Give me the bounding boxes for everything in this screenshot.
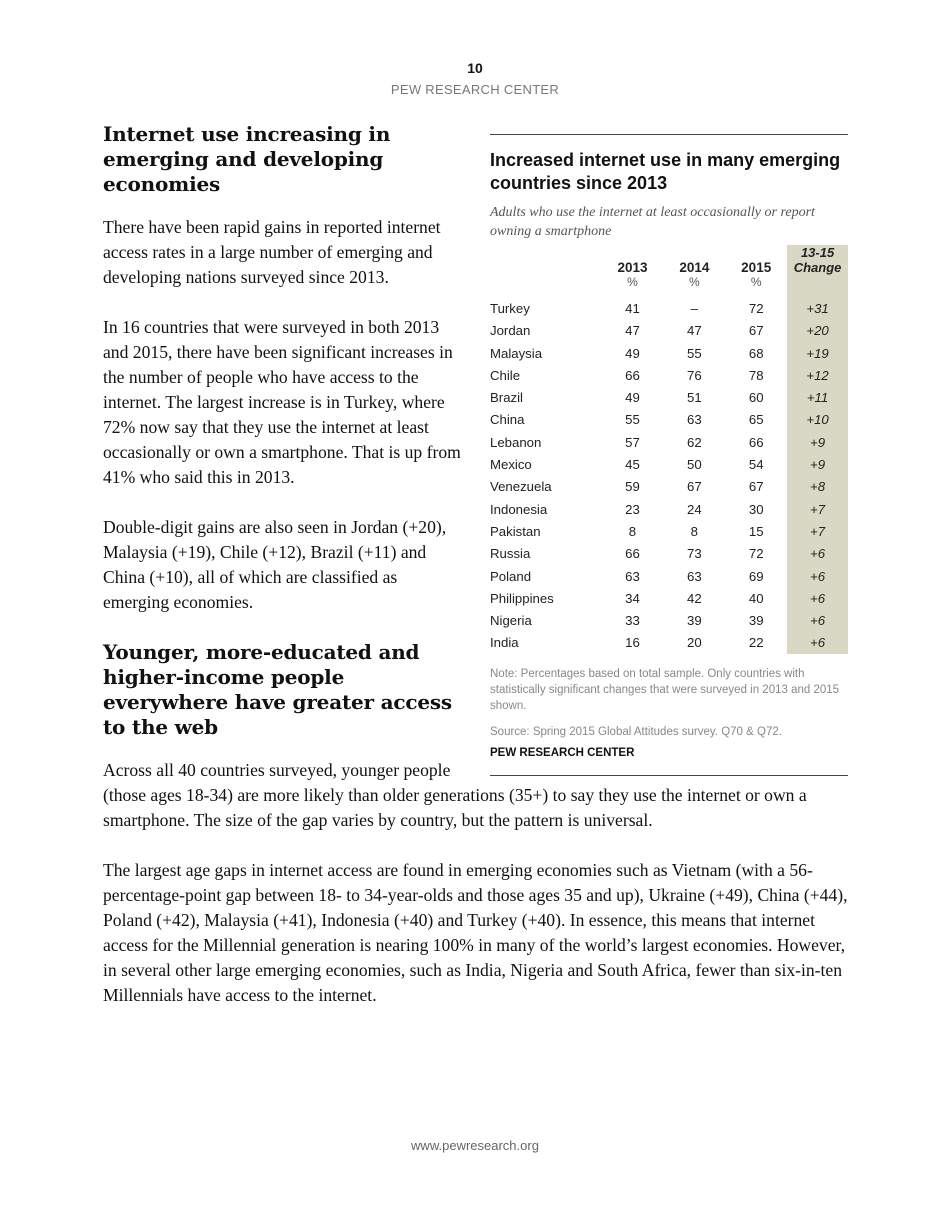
change-cell: +11 [787,386,848,408]
value-2013-cell: 34 [625,590,640,606]
value-2015-cell: 65 [748,412,764,428]
paragraph: The largest age gaps in internet access are found in emerging economies such as Vietnam (with a 56-percentage-point gap between 18- to 34-year-olds and those ages 35 and up), Ukraine (+49), China (+44), Poland (+42), Malaysia (+41), Indonesia (+40) and Turkey (+40). In essence, this means that internet access for the Millennial generation is nearing 100% in many of the world’s largest economies. However, in several other large emerging economies, such as India, Nigeria and South Africa, fewer than six-in-ten Millennials have access to the internet. [103,860,848,1005]
value-2014-cell: – [690,300,698,316]
value-2013-cell: 23 [625,501,640,517]
table-source: Source: Spring 2015 Global Attitudes survey. Q70 & Q72. [490,726,782,739]
table-row [490,632,848,654]
change-cell: +6 [787,609,848,631]
page-content [103,122,848,1033]
table-row [490,386,848,408]
value-2015-cell: 67 [748,479,764,495]
page-number: 10 [467,60,483,76]
table-row [490,565,848,587]
value-2015-cell: 66 [748,434,764,450]
value-2014-cell: 24 [687,501,702,517]
value-2015-cell: 40 [748,590,764,606]
column-header-2015: 2015 [741,260,772,275]
value-2014-cell: 51 [687,390,702,406]
column-header-change: 13-15 Change [787,245,848,275]
change-cell: +12 [787,364,848,386]
change-cell: +31 [787,297,848,319]
change-cell: +6 [787,632,848,654]
table-body [490,297,848,654]
value-2013-cell: 45 [625,457,640,473]
sidebar-subtitle: Adults who use the internet at least occasionally or report owning a smartphone [490,205,815,239]
value-2015-cell: 60 [748,390,764,406]
value-2013-cell: 49 [625,390,640,406]
table-row [490,320,848,342]
value-2014-cell: 39 [687,613,702,629]
value-2014-cell: 63 [687,412,702,428]
change-cell: +19 [787,342,848,364]
value-2015-cell: 67 [748,323,764,339]
value-2015-cell: 69 [748,568,764,584]
table-row [490,476,848,498]
country-cell: India [490,635,519,651]
table-row [490,543,848,565]
country-cell: Brazil [490,390,523,406]
value-2013-cell: 55 [625,412,640,428]
country-cell: Lebanon [490,434,542,450]
value-2014-cell: 20 [687,635,702,651]
internet-use-table [490,245,848,654]
table-note: Note: Percentages based on total sample. Only countries with statistically significant changes that were surveyed in 2013 and 2015 shown. [490,668,840,713]
value-2013-cell: 49 [625,345,640,361]
country-cell: Mexico [490,457,532,473]
value-2014-cell: 47 [687,323,702,339]
value-2014-cell: 62 [687,434,702,450]
column-header-2013: 2013 [617,260,648,275]
value-2014-cell: 67 [687,479,702,495]
table-row [490,587,848,609]
change-cell: +7 [787,520,848,542]
footer-url: www.pewresearch.org [411,1138,539,1153]
value-2015-cell: 78 [748,367,764,383]
change-cell: +9 [787,453,848,475]
country-cell: Russia [490,546,531,562]
value-2015-cell: 72 [748,300,764,316]
unit-label: % [627,275,638,289]
change-cell: +7 [787,498,848,520]
table-row [490,364,848,386]
table-header-row [490,245,848,275]
value-2014-cell: 73 [687,546,702,562]
value-2013-cell: 63 [625,568,640,584]
value-2013-cell: 66 [625,546,640,562]
value-2013-cell: 47 [625,323,640,339]
column-header-2014: 2014 [679,260,710,275]
section-heading-younger-access: Younger, more-educated and higher-income people everywhere have greater access to the web [103,640,452,739]
table-row [490,609,848,631]
value-2015-cell: 22 [748,635,764,651]
value-2013-cell: 8 [628,523,637,539]
value-2014-cell: 76 [687,367,702,383]
change-cell: +9 [787,431,848,453]
change-cell: +6 [787,587,848,609]
value-2015-cell: 39 [748,613,764,629]
section-heading-internet-use: Internet use increasing in emerging and developing economies [103,122,391,196]
value-2015-cell: 54 [748,457,764,473]
country-cell: Jordan [490,323,531,339]
paragraph: In 16 countries that were surveyed in both 2013 and 2015, there have been significant increases in the number of people who have access to the internet. The largest increase is in Turkey, where 72% now say that they use the internet at least occasionally or own a smartphone. That is up from 41% who said this in 2013. [103,317,461,487]
table-row [490,297,848,319]
sidebar-title: Increased internet use in many emerging countries since 2013 [490,150,841,193]
country-cell: Poland [490,568,532,584]
value-2014-cell: 63 [687,568,702,584]
value-2013-cell: 57 [625,434,640,450]
value-2014-cell: 55 [687,345,702,361]
country-cell: Indonesia [490,501,548,517]
value-2013-cell: 66 [625,367,640,383]
sidebar-org-credit: PEW RESEARCH CENTER [490,747,635,760]
change-cell: +10 [787,409,848,431]
change-cell: +6 [787,565,848,587]
value-2015-cell: 68 [748,345,764,361]
value-2015-cell: 30 [748,501,764,517]
value-2013-cell: 59 [625,479,640,495]
table-row [490,498,848,520]
table-row [490,431,848,453]
value-2015-cell: 15 [748,523,764,539]
table-row [490,342,848,364]
country-header [490,245,602,275]
country-cell: Turkey [490,300,530,316]
country-cell: Venezuela [490,479,552,495]
country-cell: Nigeria [490,613,532,629]
unit-label: % [750,275,762,289]
unit-row [490,275,848,297]
value-2013-cell: 41 [625,300,640,316]
change-cell: +6 [787,543,848,565]
data-sidebar [490,134,848,776]
country-cell: Chile [490,367,521,383]
value-2014-cell: 42 [687,590,702,606]
unit-label: % [689,275,700,289]
country-cell: Philippines [490,590,554,606]
paragraph: There have been rapid gains in reported internet access rates in a large number of emerging and developing nations surveyed since 2013. [103,217,441,287]
value-2013-cell: 33 [625,613,640,629]
table-row [490,520,848,542]
value-2015-cell: 72 [748,546,764,562]
table-row [490,409,848,431]
country-cell: Pakistan [490,523,541,539]
paragraph: Across all 40 countries surveyed, younger people (those ages 18-34) are more likely than older generations (35+) to say they use the internet or own a smartphone. The size of the gap varies by country, but the pattern is universal. [103,760,807,830]
value-2014-cell: 50 [687,457,702,473]
table-row [490,453,848,475]
country-cell: China [490,412,525,428]
org-header: PEW RESEARCH CENTER [390,82,560,97]
change-cell: +8 [787,476,848,498]
paragraph: Double-digit gains are also seen in Jordan (+20), Malaysia (+19), Chile (+12), Brazil (+11) and China (+10), all of which are classified as emerging economies. [103,517,447,612]
country-cell: Malaysia [490,345,543,361]
change-cell: +20 [787,320,848,342]
value-2013-cell: 16 [625,635,640,651]
value-2014-cell: 8 [690,523,698,539]
